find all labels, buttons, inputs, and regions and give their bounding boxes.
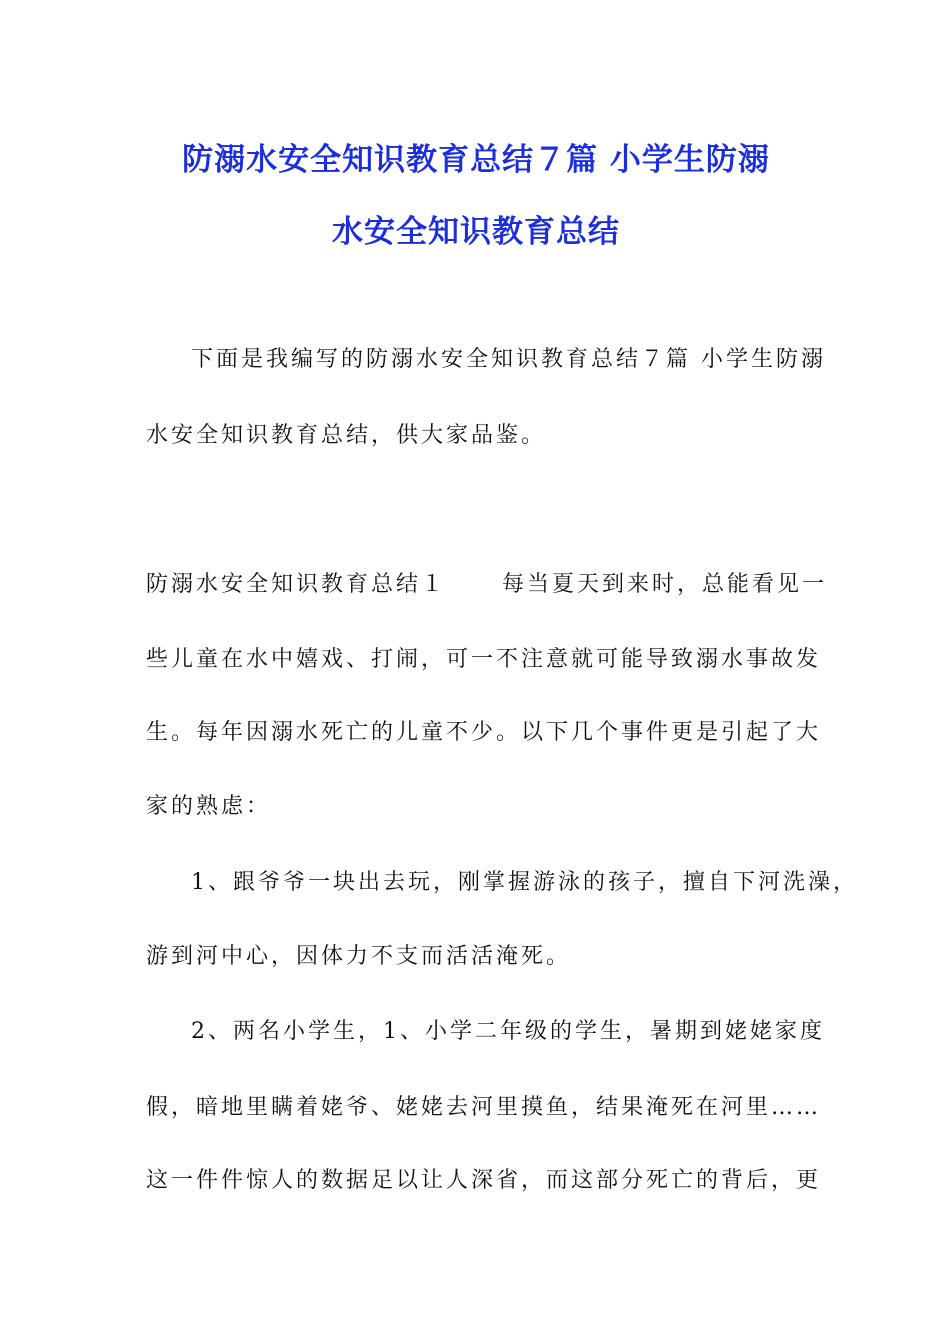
section-1-opening-text: 每当夏天到来时，总能看见一: [502, 572, 828, 597]
incident-2-line-2: 假，暗地里瞒着姥爷、姥姥去河里摸鱼，结果淹死在河里……: [146, 1095, 822, 1120]
document-title-line-1: 防溺水安全知识教育总结７篇 小学生防溺: [182, 142, 770, 178]
incident-1-line-1: 1、跟爷爷一块出去玩，刚掌握游泳的孩子，擅自下河洗澡，: [191, 870, 858, 895]
incident-1-line-2: 游到河中心，因体力不支而活活淹死。: [146, 944, 572, 969]
incident-2-line-1: 2、两名小学生，1、小学二年级的学生，暑期到姥姥家度: [191, 1019, 825, 1044]
section-1-line-3: 生。每年因溺水死亡的儿童不少。以下几个事件更是引起了大: [146, 720, 822, 745]
intro-paragraph-line-2: 水安全知识教育总结，供大家品鉴。: [146, 423, 547, 448]
section-1-line-4: 家的熟虑：: [146, 794, 272, 819]
section-1-heading: 防溺水安全知识教育总结１: [146, 572, 447, 597]
section-1-first-line: [146, 570, 828, 600]
section-1-line-2: 些儿童在水中嬉戏、打闹，可一不注意就可能导致溺水事故发: [146, 647, 822, 672]
document-title-line-2: 水安全知识教育总结: [332, 214, 620, 250]
intro-paragraph-line-1: 下面是我编写的防溺水安全知识教育总结７篇 小学生防溺: [191, 347, 826, 372]
section-1-closing-line: 这一件件惊人的数据足以让人深省，而这部分死亡的背后，更: [146, 1168, 822, 1193]
